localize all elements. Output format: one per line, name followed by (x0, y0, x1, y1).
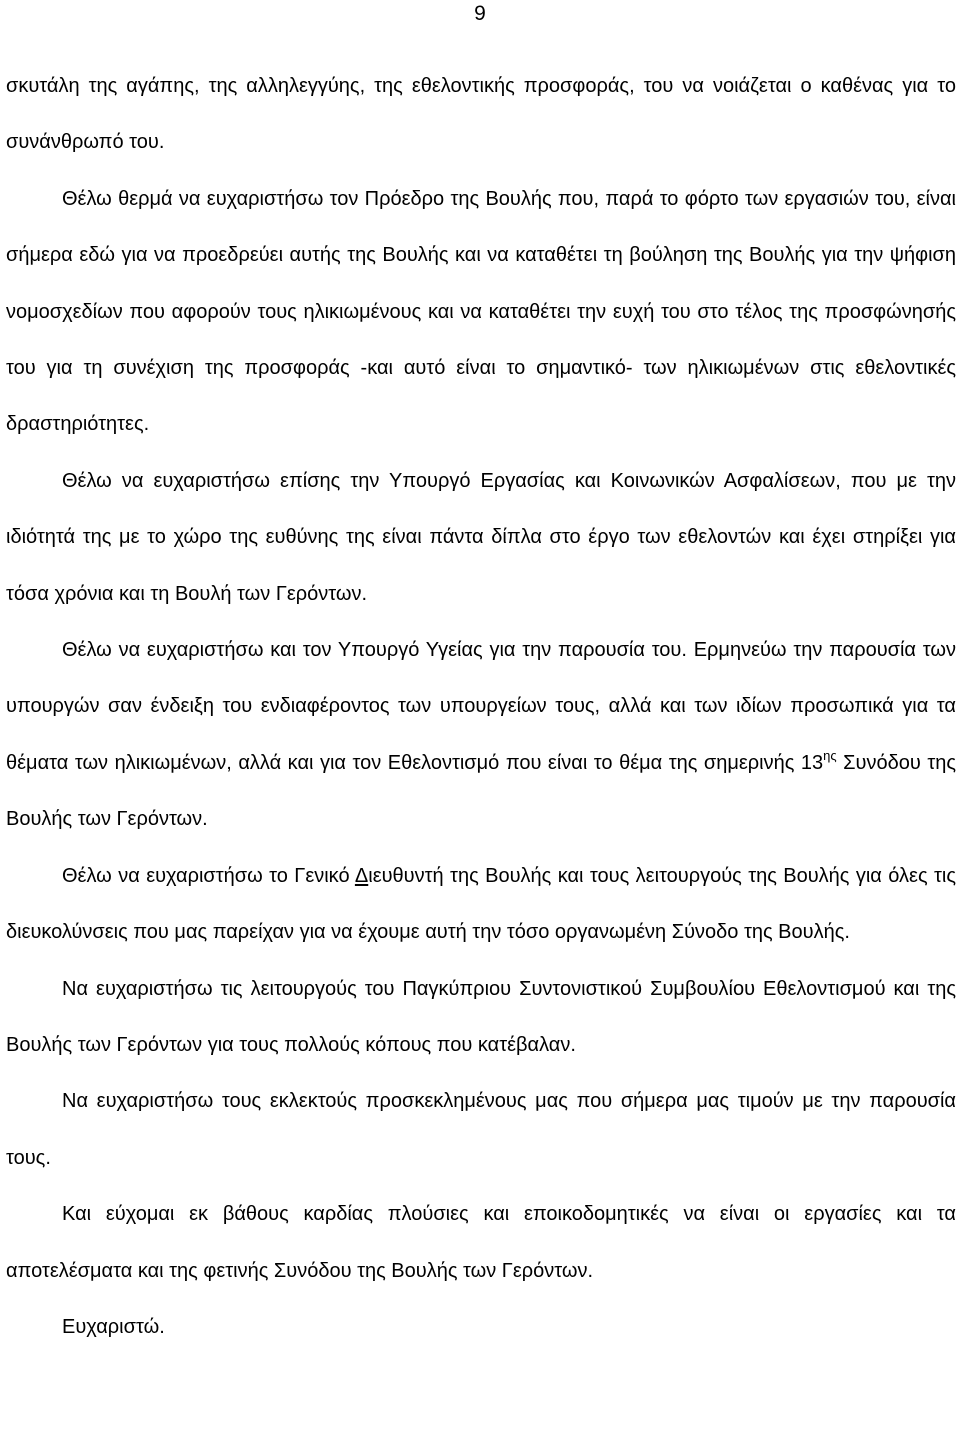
paragraph-5-text: Θέλω να ευχαριστήσω το Γενικό (62, 864, 355, 887)
ordinal-superscript: ης (823, 747, 837, 763)
paragraph-4-text-end: Συνόδου της Βουλής των Γερόντων. (6, 751, 956, 831)
paragraph-4 (6, 622, 956, 848)
paragraph-5-text-end: ιευθυντή της Βουλής και τους λειτουργούς της Βουλής για όλες τις διευκολύνσεις που μας παρείχαν για να έχουμε αυτή την τόσο οργανωμένη Σύνοδο της Βουλής. (6, 864, 956, 944)
page-number: 9 (474, 2, 486, 25)
paragraph-6: Να ευχαριστήσω τις λειτουργούς του Παγκύπριου Συντονιστικού Συμβουλίου Εθελοντισμού και της Βουλής των Γερόντων για τους πολλούς κόπους που κατέβαλαν. (6, 977, 956, 1056)
paragraph-1: σκυτάλη της αγάπης, της αλληλεγγύης, της εθελοντικής προσφοράς, του να νοιάζεται ο καθένας για το συνάνθρωπό του. (6, 75, 956, 154)
paragraph-2: Θέλω θερμά να ευχαριστήσω τον Πρόεδρο της Βουλής που, παρά το φόρτο των εργασιών του, είναι σήμερα εδώ για να προεδρεύει αυτής της Βουλής και να καταθέτει τη βούληση της Βουλής για την ψήφιση νομοσχεδίων που αφορούν τους ηλικιωμένους και να καταθέτει την ευχή του στο τέλος της προσφώνησής του για τη συνέχιση της προσφοράς -και αυτό είναι το σημαντικό- των ηλικιωμένων στις εθελοντικές δραστηριότητες. (6, 187, 956, 436)
paragraph-8: Και εύχομαι εκ βάθους καρδίας πλούσιες και εποικοδομητικές να είναι οι εργασίες και τα αποτελέσματα και της φετινής Συνόδου της Βουλής των Γερόντων. (6, 1203, 956, 1282)
paragraph-9: Ευχαριστώ. (62, 1315, 165, 1338)
paragraph-7: Να ευχαριστήσω τους εκλεκτούς προσκεκλημένους μας που σήμερα μας τιμούν με την παρουσία τους. (6, 1090, 956, 1169)
paragraph-4-text: Θέλω να ευχαριστήσω και τον Υπουργό Υγείας για την παρουσία του. Ερμηνεύω την παρουσία των υπουργών σαν ένδειξη του ενδιαφέροντος των υπουργείων τους, αλλά και των ιδίων προσωπικά για τα θέματα των ηλικιωμένων, αλλά και για τον Εθελοντισμό που είναι το θέμα της σημερινής 13 (6, 639, 956, 774)
paragraph-3: Θέλω να ευχαριστήσω επίσης την Υπουργό Εργασίας και Κοινωνικών Ασφαλίσεων, που με την ιδιότητά της με το χώρο της ευθύνης της είναι πάντα δίπλα στο έργο των εθελοντών και έχει στηρίξει για τόσα χρόνια και τη Βουλή των Γερόντων. (6, 469, 956, 605)
document-body (6, 58, 956, 1355)
underlined-letter: Δ (354, 864, 369, 887)
paragraph-5 (6, 848, 956, 961)
